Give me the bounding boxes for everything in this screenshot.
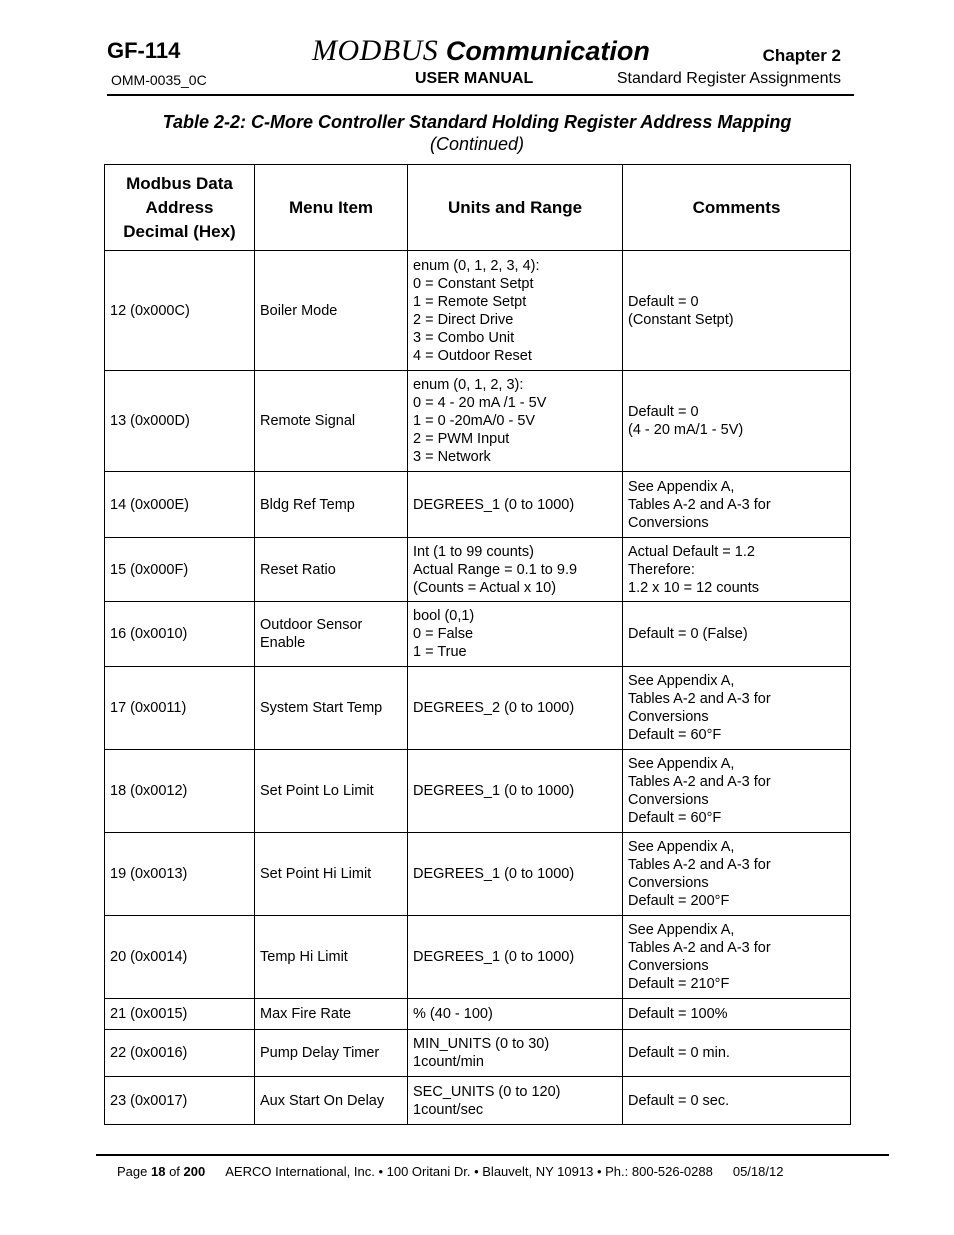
footer-bullet: • [474,1164,479,1179]
row-menu-cell [255,251,408,371]
cell-line: 15 (0x000F) [110,561,189,578]
row-menu-cell [255,667,408,750]
row-menu-cell [255,472,408,538]
cell-line: 1.2 x 10 = 12 counts [628,579,759,596]
cell-line: DEGREES_1 (0 to 1000) [413,949,575,965]
cell-line: Tables A-2 and A-3 for [628,857,771,873]
cell-line: Int (1 to 99 counts) [413,543,534,560]
table-row [105,371,851,472]
cell-line: 3 = Combo Unit [413,329,515,346]
cell-line: 0 = 4 - 20 mA /1 - 5V [413,395,547,411]
cell-line: System Start Temp [260,700,383,716]
row-menu-cell [255,538,408,602]
row-comments-cell [623,916,851,999]
row-address-cell [105,602,255,667]
cell-line: (4 - 20 mA/1 - 5V) [628,422,744,438]
cell-line: enum (0, 1, 2, 3, 4): [413,257,540,274]
table-row [105,1030,851,1077]
row-address-cell [105,667,255,750]
cell-line: Conversions [628,709,709,725]
row-menu-cell [255,371,408,472]
row-units-cell [408,538,623,602]
row-units-cell [408,667,623,750]
row-units-cell [408,750,623,833]
header-line: Menu Item [288,197,374,217]
cell-line: Default = 0 [628,404,699,420]
cell-line: Outdoor Sensor [260,617,363,633]
cell-line: Default = 100% [628,1006,728,1022]
table-row [105,750,851,833]
cell-line: 3 = Network [413,449,491,465]
cell-line: 18 (0x0012) [110,783,188,799]
row-units-cell [408,1077,623,1125]
footer-bullet: • [596,1164,602,1179]
cell-line: 1count/sec [413,1101,484,1118]
footer-phone: Ph.: 800-526-0288 [605,1164,713,1179]
table-row [105,602,851,667]
cell-line: Therefore: [628,561,695,578]
cell-line: Default = 60°F [628,810,722,826]
table-row [105,916,851,999]
cell-line: Default = 0 [628,293,699,310]
cell-line: 17 (0x0011) [110,700,187,716]
cell-line: See Appendix A, [628,478,735,495]
cell-line: Default = 0 sec. [628,1092,730,1109]
cell-line: Tables A-2 and A-3 for [628,496,771,513]
cell-line: 0 = Constant Setpt [413,275,534,292]
cell-line: Remote Signal [260,413,356,429]
table-row [105,999,851,1030]
header-comments [623,165,851,251]
cell-line: 16 (0x0010) [110,626,188,642]
table-row [105,833,851,916]
row-menu-cell [255,999,408,1030]
row-comments-cell [623,371,851,472]
table-row [105,472,851,538]
footer-page-prefix: Page [117,1164,151,1179]
table-header-row [105,165,851,251]
footer-text [117,1164,783,1179]
cell-line: Actual Range = 0.1 to 9.9 [413,561,578,578]
cell-line: Default = 200°F [628,893,730,909]
cell-line: 1count/min [413,1054,484,1070]
footer-company: AERCO International, Inc. [225,1164,375,1179]
cell-line: Conversions [628,958,709,974]
row-address-cell [105,538,255,602]
row-address-cell [105,1077,255,1125]
cell-line: Bldg Ref Temp [260,496,355,513]
cell-line: SEC_UNITS (0 to 120) [413,1083,561,1100]
cell-line: % (40 - 100) [413,1006,493,1022]
cell-line: Default = 0 min. [628,1045,730,1061]
cell-line: 4 = Outdoor Reset [413,347,532,364]
page-footer [96,1154,889,1179]
row-units-cell [408,833,623,916]
cell-line: 22 (0x0016) [110,1045,188,1061]
table-body [105,251,851,1125]
cell-line: Temp Hi Limit [260,949,348,965]
row-comments-cell [623,538,851,602]
row-units-cell [408,916,623,999]
footer-date: 05/18/12 [732,1164,784,1179]
cell-line: 21 (0x0015) [110,1006,188,1022]
cell-line: Default = 60°F [628,727,722,743]
cell-line: Enable [260,635,306,651]
cell-line: 2 = Direct Drive [413,311,514,328]
cell-line: Tables A-2 and A-3 for [628,691,771,707]
table-row [105,538,851,602]
row-comments-cell [623,999,851,1030]
cell-line: 1 = 0 -20mA/0 - 5V [413,413,536,429]
cell-line: Set Point Hi Limit [260,866,372,882]
row-units-cell [408,371,623,472]
row-comments-cell [623,251,851,371]
cell-line: Tables A-2 and A-3 for [628,940,771,956]
section-title: Standard Register Assignments [616,70,841,87]
row-address-cell [105,750,255,833]
cell-line: Conversions [628,875,709,891]
cell-line: Conversions [628,514,709,531]
title-rest: Communication [438,36,650,66]
cell-line: Tables A-2 and A-3 for [628,774,771,790]
row-comments-cell [623,833,851,916]
header-address [105,165,255,251]
cell-line: See Appendix A, [628,839,735,855]
header-menu-item [255,165,408,251]
cell-line: MIN_UNITS (0 to 30) [413,1036,550,1052]
row-address-cell [105,833,255,916]
row-address-cell [105,472,255,538]
cell-line: DEGREES_2 (0 to 1000) [413,700,575,716]
document-id: GF-114 [107,38,181,63]
cell-line: 20 (0x0014) [110,949,188,965]
cell-line: Default = 210°F [628,976,730,992]
chapter-label: Chapter 2 [762,46,841,65]
cell-line: Actual Default = 1.2 [628,543,755,560]
header-line: Comments [692,197,781,217]
row-menu-cell [255,833,408,916]
row-comments-cell [623,602,851,667]
row-menu-cell [255,1077,408,1125]
cell-line: Pump Delay Timer [260,1045,380,1061]
cell-line: See Appendix A, [628,922,735,938]
cell-line: Set Point Lo Limit [260,783,374,799]
cell-line: Max Fire Rate [260,1006,352,1022]
row-comments-cell [623,1030,851,1077]
cell-line: 14 (0x000E) [110,496,189,513]
row-menu-cell [255,916,408,999]
row-units-cell [408,1030,623,1077]
table-row [105,251,851,371]
row-address-cell [105,916,255,999]
manual-type: USER MANUAL [415,70,534,87]
row-menu-cell [255,602,408,667]
document-title [312,34,650,68]
table-caption-title: Table 2-2: C-More Controller Standard Holding Register Address Mapping [162,112,792,132]
row-address-cell [105,251,255,371]
row-units-cell [408,472,623,538]
cell-line: enum (0, 1, 2, 3): [413,377,524,393]
cell-line: DEGREES_1 (0 to 1000) [413,783,575,799]
cell-line: See Appendix A, [628,673,735,689]
header-line: Modbus Data [126,173,233,193]
table-row [105,667,851,750]
cell-line: 2 = PWM Input [413,431,510,447]
cell-line: bool (0,1) [413,608,475,624]
row-comments-cell [623,750,851,833]
register-table [104,164,851,1125]
cell-line: See Appendix A, [628,756,735,772]
row-comments-cell [623,472,851,538]
cell-line: Boiler Mode [260,302,338,319]
page-header [107,36,854,96]
cell-line: Reset Ratio [260,561,336,578]
row-comments-cell [623,667,851,750]
row-comments-cell [623,1077,851,1125]
cell-line: 1 = Remote Setpt [413,293,527,310]
row-address-cell [105,1030,255,1077]
cell-line: 1 = True [413,644,467,660]
row-menu-cell [255,1030,408,1077]
header-line: Decimal (Hex) [123,221,236,241]
header-line: Address [145,197,214,217]
cell-line: 13 (0x000D) [110,413,190,429]
table-row [105,1077,851,1125]
footer-page-of: of [165,1164,184,1179]
footer-city: Blauvelt, NY 10913 [482,1164,594,1179]
row-units-cell [408,999,623,1030]
cell-line: (Constant Setpt) [628,311,734,328]
row-menu-cell [255,750,408,833]
footer-bullet: • [378,1164,383,1179]
cell-line: 12 (0x000C) [110,302,190,319]
cell-line: Default = 0 (False) [628,626,748,642]
footer-page-total: 200 [183,1164,206,1179]
row-units-cell [408,251,623,371]
header-units-range [408,165,623,251]
cell-line: DEGREES_1 (0 to 1000) [413,496,575,513]
cell-line: 23 (0x0017) [110,1092,188,1109]
table-caption [0,111,954,155]
cell-line: Conversions [628,792,709,808]
footer-address: 100 Oritani Dr. [386,1164,471,1179]
row-address-cell [105,371,255,472]
manual-number: OMM-0035_0C [111,72,207,88]
table-caption-continued: (Continued) [429,134,525,154]
row-units-cell [408,602,623,667]
row-address-cell [105,999,255,1030]
title-modbus: MODBUS [312,34,439,67]
cell-line: (Counts = Actual x 10) [413,579,557,596]
cell-line: DEGREES_1 (0 to 1000) [413,866,575,882]
cell-line: Aux Start On Delay [260,1092,385,1109]
footer-page-number: 18 [150,1164,166,1179]
cell-line: 19 (0x0013) [110,866,188,882]
cell-line: 0 = False [413,626,474,642]
header-line: Units and Range [447,197,583,217]
